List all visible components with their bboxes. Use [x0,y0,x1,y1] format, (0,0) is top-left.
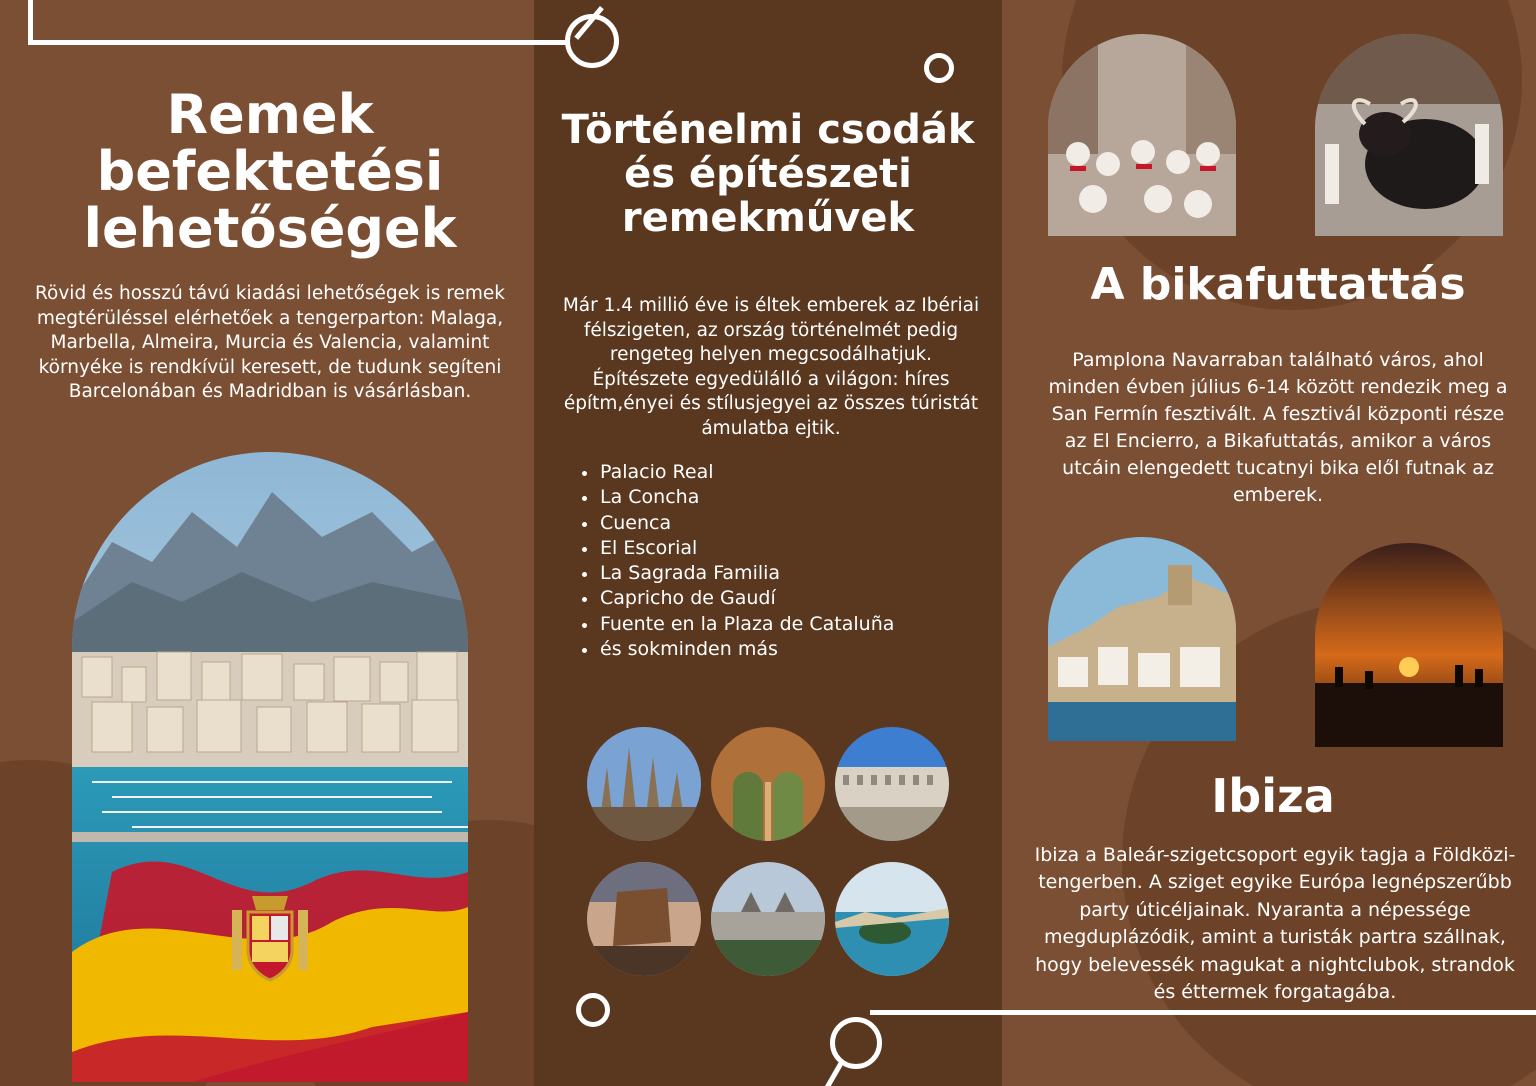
bull-run-paragraph: Pamplona Navarraban található város, ahol minden évben július 6-14 között rendezik meg a San Fermín fesztivált. A fesztivál központi része az El Encierro, a Bikafuttatás, amikor a város utcáin elengedett tucatnyi bika elől futnak az emberek. [1048,349,1508,506]
left-paragraph: Rövid és hosszú távú kiadási lehetőségek is remek megtérüléssel elérhetőek a tengerparton: Malaga, Marbella, Almeira, Murcia és Valencia, valamint környéke is rendkívül keresett, de tudunk segíteni Barcelonában és Madridban is vásárlásban. [35,283,505,402]
list-item: Capricho de Gaudí [580,586,980,611]
decor-ring-small [576,993,610,1027]
alhambra-arch-image [711,727,825,841]
ibiza-title: Ibiza [1211,769,1335,823]
ibiza-paragraph: Ibiza a Baleár-szigetcsoport egyik tagja a Földközi-tengerben. A sziget egyike Európa legnépszerűbb party úticéljainak. Nyaranta a népessége megduplázódik, amint a turisták partra szállnak, hogy belevessék magukat a nightclubok, strandok és éttermek forgatagába. [1034,844,1516,1004]
list-item: és sokminden más [580,637,980,662]
middle-paragraph: Már 1.4 millió éve is éltek emberek az Ibériai félszigeten, az ország történelmét pedig rengeteg helyen megcsodálhatjuk. Építészete egyedülálló a világon: híres építm,ényei és stílusjegyei az összes túristát ámulatba ejtik. [562,295,980,439]
bull-run-crowd-image [1048,34,1236,236]
list-item: Cuenca [580,511,980,536]
decor-ring [565,14,619,68]
decor-ring-small [924,53,954,83]
ibiza-town-image [1048,537,1236,741]
marbella-harbor-image [72,452,468,1082]
coat-of-arms-icon [222,888,318,984]
palacio-real-image [835,727,949,841]
list-item: La Concha [580,485,980,510]
cuenca-hanging-houses-image [587,862,701,976]
la-concha-bay-image [835,862,949,976]
decor-line-bottom [870,1010,1536,1015]
running-bull-image [1315,34,1503,236]
sagrada-familia-image [587,727,701,841]
middle-title: Történelmi csodák és építészeti remekművek [561,107,975,241]
list-item: El Escorial [580,536,980,561]
ibiza-sunset-image [1315,543,1503,747]
decor-line-top-left-edge [28,0,33,45]
bull-run-title: A bikafuttattás [1090,259,1466,310]
list-item: Fuente en la Plaza de Cataluña [580,612,980,637]
left-title: Remek befektetési lehetőségek [83,83,457,260]
list-item: Palacio Real [580,460,980,485]
el-escorial-image [711,862,825,976]
decor-line-top [28,40,566,45]
landmark-list [580,460,980,662]
list-item: La Sagrada Familia [580,561,980,586]
